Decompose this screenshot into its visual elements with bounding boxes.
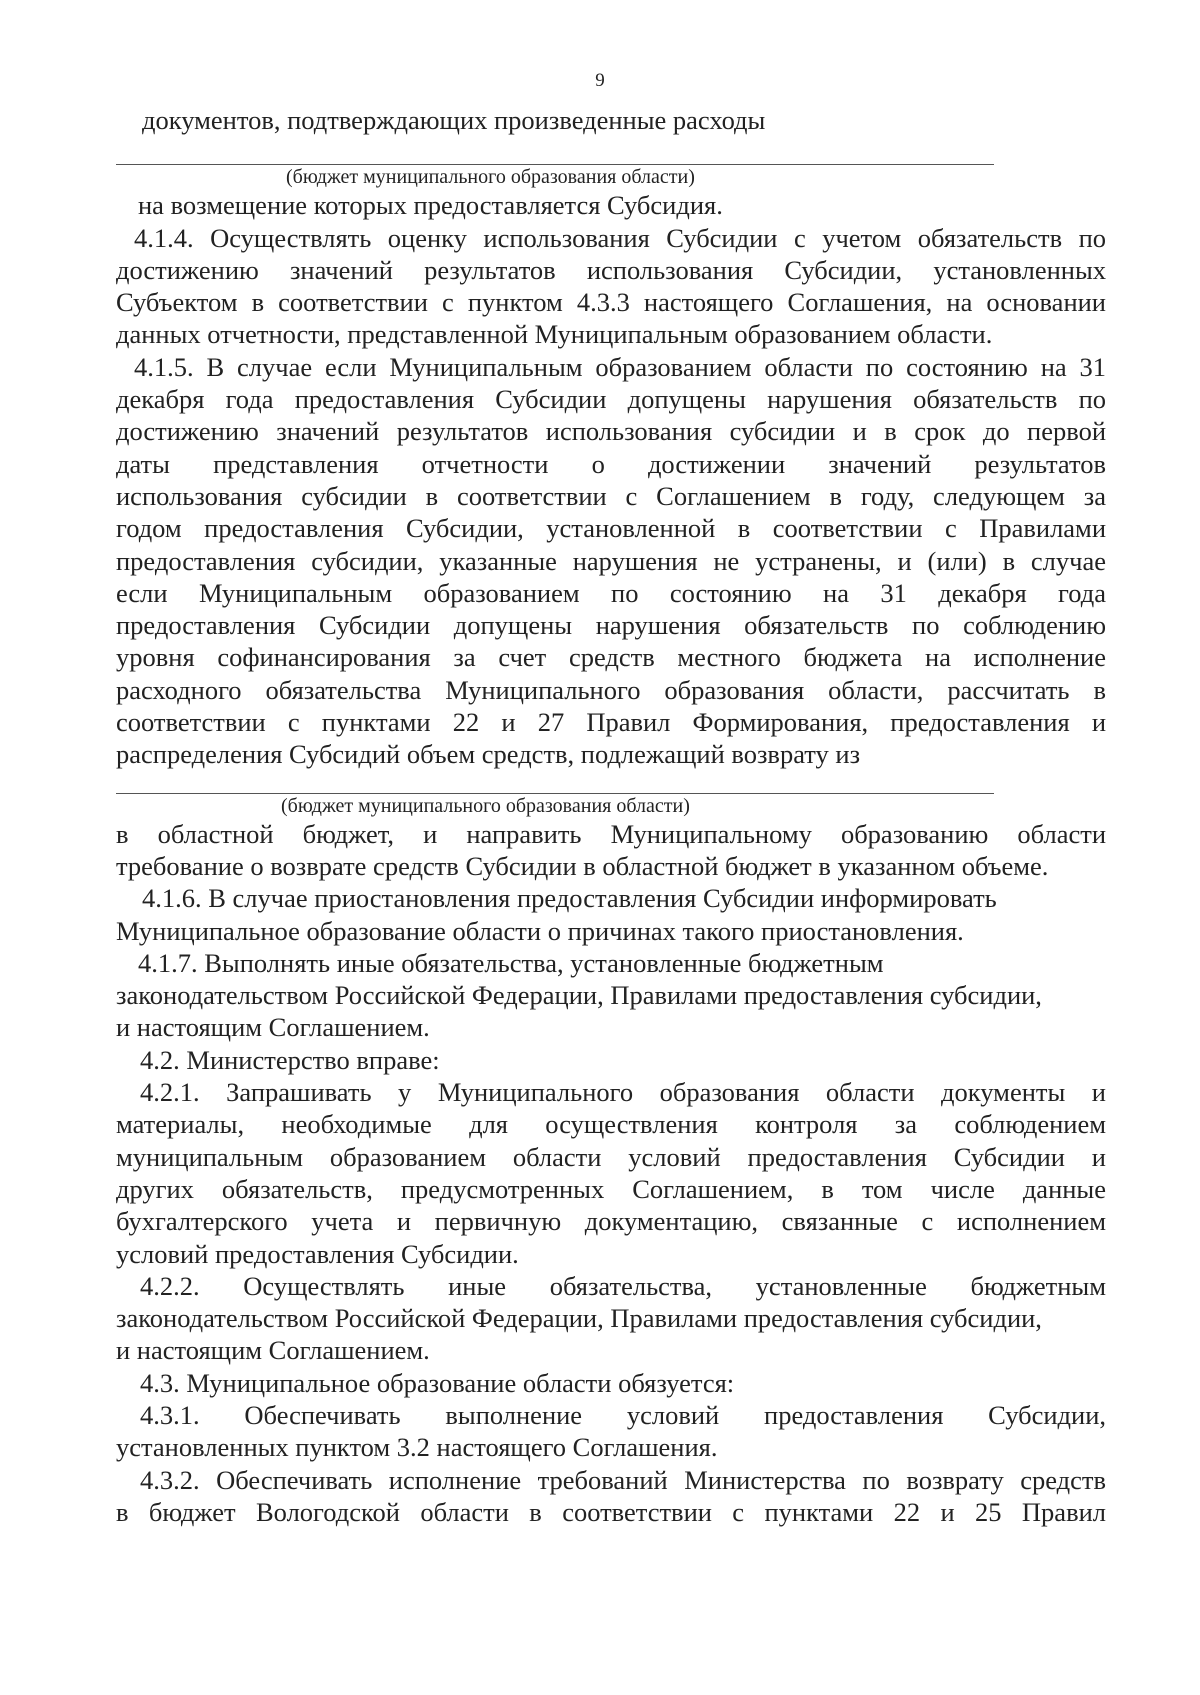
text-line: и настоящим Соглашением. xyxy=(116,1012,430,1043)
text-line: 4.1.7. Выполнять иные обязательства, установленные бюджетным xyxy=(138,947,884,978)
text-line: 4.2.2. Осуществлять иные обязательства, установленные бюджетным xyxy=(140,1270,1106,1301)
text-line: годом предоставления Субсидии, установленной в соответствии с Правилами xyxy=(116,513,1106,544)
text-line: Субъектом в соответствии с пунктом 4.3.3 настоящего Соглашения, на основании xyxy=(116,287,1106,318)
text-line: предоставления Субсидии допущены нарушения обязательств по соблюдению xyxy=(116,610,1106,641)
text-line: и настоящим Соглашением. xyxy=(116,1335,430,1366)
text-line: на возмещение которых предоставляется Субсидия. xyxy=(138,190,723,221)
text-line: законодательством Российской Федерации, Правилами предоставления субсидии, xyxy=(116,980,1042,1011)
text-line: материалы, необходимые для осуществления контроля за соблюдением xyxy=(116,1109,1106,1140)
text-line: законодательством Российской Федерации, Правилами предоставления субсидии, xyxy=(116,1303,1042,1334)
text-line: в бюджет Вологодской области в соответствии с пунктами 22 и 25 Правил xyxy=(116,1496,1106,1527)
text-line: 4.1.4. Осуществлять оценку использования Субсидии с учетом обязательств по xyxy=(134,222,1106,253)
text-line: условий предоставления Субсидии. xyxy=(116,1238,519,1269)
text-line: уровня софинансирования за счет средств местного бюджета на исполнение xyxy=(116,642,1106,673)
text-line: 4.3. Муниципальное образование области обязуется: xyxy=(140,1367,735,1398)
text-line: требование о возврате средств Субсидии в областной бюджет в указанном объеме. xyxy=(116,850,1049,881)
text-line: декабря года предоставления Субсидии допущены нарушения обязательств по xyxy=(116,384,1106,415)
text-line: документов, подтверждающих произведенные расходы xyxy=(142,105,766,135)
text-line: 4.1.6. В случае приостановления предоставления Субсидии информировать xyxy=(142,883,997,914)
text-line: использования субсидии в соответствии с Соглашением в году, следующем за xyxy=(116,480,1106,511)
text-line: 4.1.5. В случае если Муниципальным образованием области по состоянию на 31 xyxy=(134,351,1106,382)
text-line: соответствии с пунктами 22 и 27 Правил Формирования, предоставления и xyxy=(116,707,1106,738)
text-line: муниципальным образованием области условий предоставления Субсидии и xyxy=(116,1141,1106,1172)
text-line: распределения Субсидий объем средств, подлежащий возврату из xyxy=(116,739,861,770)
text-line: данных отчетности, представленной Муниципальным образованием области. xyxy=(116,319,993,350)
text-line: в областной бюджет, и направить Муниципальному образованию области xyxy=(116,818,1106,849)
text-line: расходного обязательства Муниципального образования области, рассчитать в xyxy=(116,674,1106,705)
text-line: Муниципальное образование области о причинах такого приостановления. xyxy=(116,915,964,946)
blank-caption: (бюджет муниципального образования области) xyxy=(286,166,695,189)
page-number: 9 xyxy=(595,70,605,91)
text-line: 4.3.1. Обеспечивать выполнение условий предоставления Субсидии, xyxy=(140,1399,1106,1430)
text-line: бухгалтерского учета и первичную документацию, связанные с исполнением xyxy=(116,1206,1106,1237)
text-line: 4.2.1. Запрашивать у Муниципального образования области документы и xyxy=(140,1077,1106,1108)
text-line: установленных пунктом 3.2 настоящего Соглашения. xyxy=(116,1432,718,1463)
text-line: других обязательств, предусмотренных Соглашением, в том числе данные xyxy=(116,1173,1106,1204)
document-body xyxy=(116,104,1106,1528)
spacer xyxy=(116,136,1106,164)
blank-caption: (бюджет муниципального образования области) xyxy=(281,794,690,817)
text-line: предоставления субсидии, указанные нарушения не устранены, и (или) в случае xyxy=(116,545,1106,576)
text-line: 4.3.2. Обеспечивать исполнение требований Министерства по возврату средств xyxy=(140,1464,1106,1495)
spacer xyxy=(116,771,1106,793)
text-line: если Муниципальным образованием по состоянию на 31 декабря года xyxy=(116,577,1106,608)
text-line: 4.2. Министерство вправе: xyxy=(140,1044,440,1075)
text-line: даты представления отчетности о достижении значений результатов xyxy=(116,448,1106,479)
text-line: достижению значений результатов использования Субсидии, установленных xyxy=(116,254,1106,285)
text-line: достижению значений результатов использования субсидии и в срок до первой xyxy=(116,416,1106,447)
